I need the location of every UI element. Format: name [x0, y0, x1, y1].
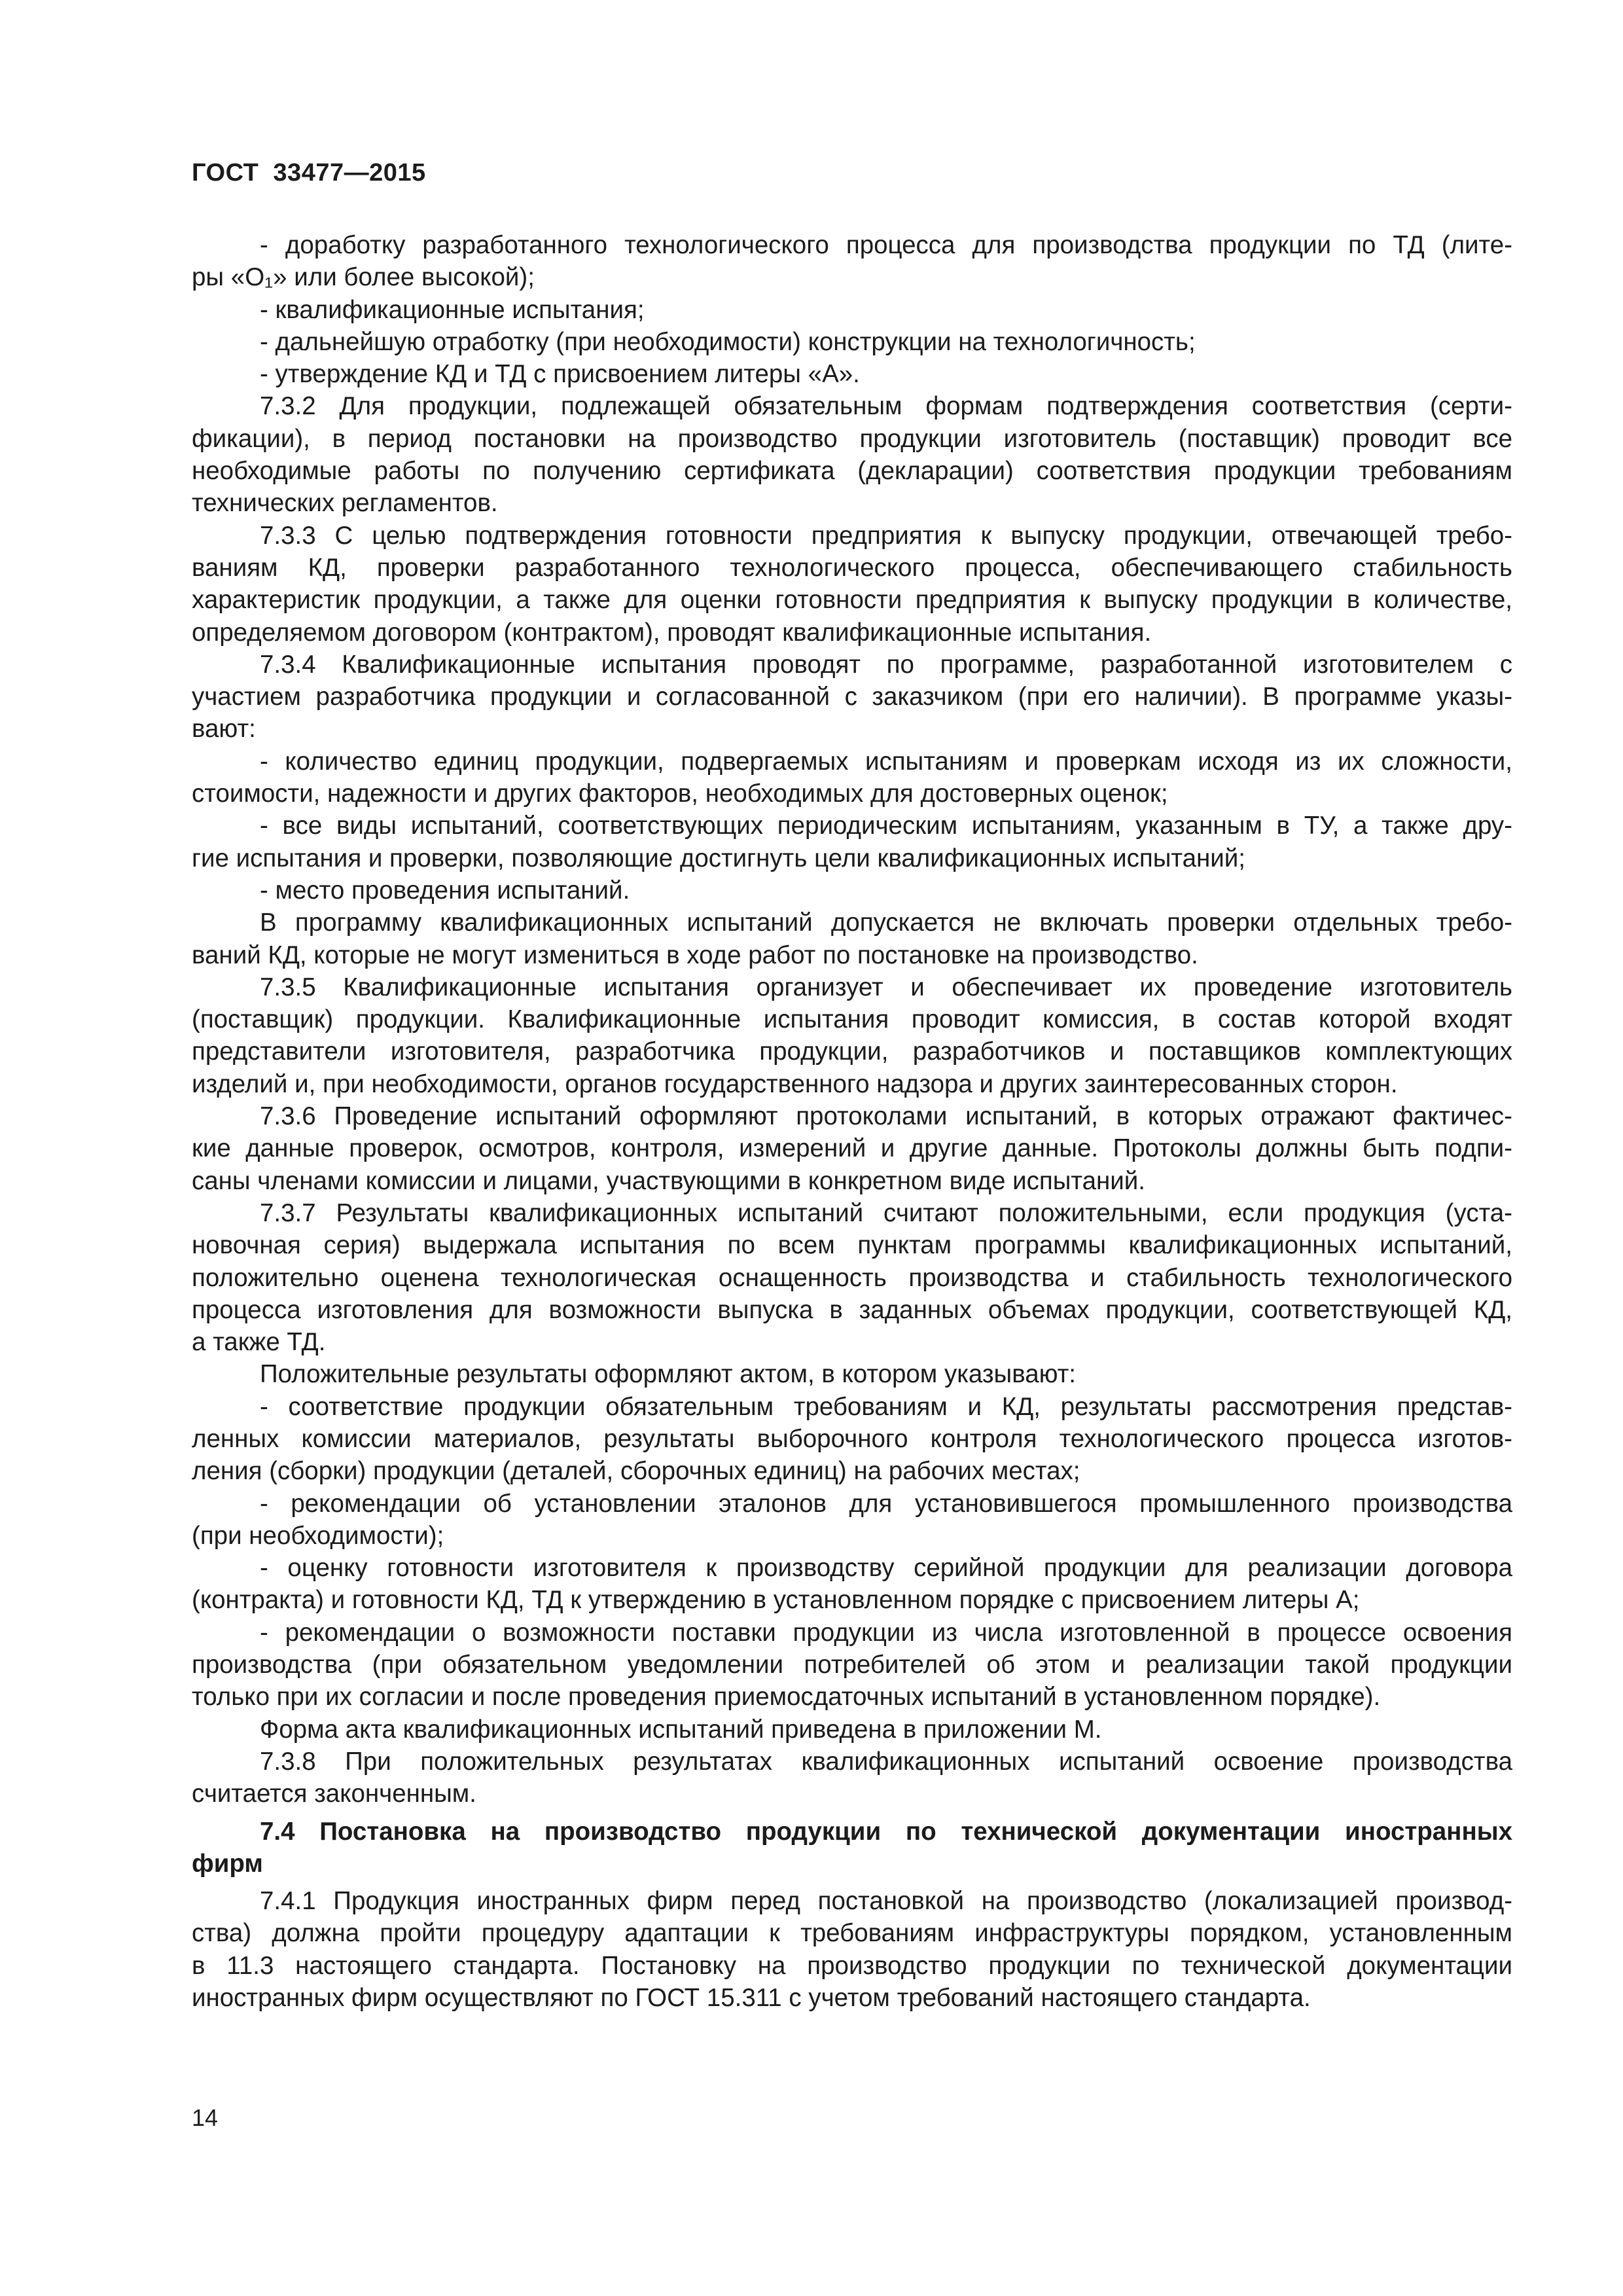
text-line: необходимые работы по получению сертификата (декларации) соответствия продукции требованиям — [192, 457, 1512, 486]
text-line: - доработку разработанного технологического процесса для производства продукции по ТД (лите- — [260, 231, 1512, 259]
text-line: вают: — [192, 715, 256, 744]
text-line: считается законченным. — [192, 1780, 476, 1808]
text-line: В программу квалификационных испытаний допускается не включать проверки отдельных требо- — [260, 908, 1512, 937]
text-line: а также ТД. — [192, 1328, 326, 1357]
text-line: саны членами комиссии и лицами, участвующими в конкретном виде испытаний. — [192, 1166, 1145, 1195]
text-line: в 11.3 настоящего стандарта. Постановку на производство продукции по технической документации — [192, 1951, 1512, 1980]
text-line: Форма акта квалификационных испытаний приведена в приложении М. — [260, 1715, 1102, 1744]
text-line: ленных комиссии материалов, результаты выборочного контроля технологического процесса изготов- — [192, 1424, 1512, 1453]
text-line: (контракта) и готовности КД, ТД к утверждению в установленном порядке с присвоением литеры А; — [192, 1586, 1360, 1615]
text-line: - рекомендации о возможности поставки продукции из числа изготовленной в процессе освоения — [260, 1618, 1512, 1647]
text-line: 7.3.7 Результаты квалификационных испытаний считают положительными, если продукция (уста- — [260, 1198, 1512, 1227]
text-line: ства) должна пройти процедуру адаптации к требованиям инфраструктуры порядком, установленным — [192, 1919, 1512, 1948]
text-line: 7.3.5 Квалификационные испытания организует и обеспечивает их проведение изготовитель — [260, 973, 1512, 1001]
text-line: ваниям КД, проверки разработанного технологического процесса, обеспечивающего стабильность — [192, 553, 1512, 582]
text-line: - количество единиц продукции, подвергаемых испытаниям и проверкам исходя из их сложности, — [260, 747, 1512, 776]
text-line: 7.3.2 Для продукции, подлежащей обязательным формам подтверждения соответствия (серти- — [260, 392, 1512, 421]
text-line: стоимости, надежности и других факторов, необходимых для достоверных оценок; — [192, 780, 1168, 808]
text-line: - квалификационные испытания; — [260, 295, 645, 324]
text-line: фикации), в период постановки на производство продукции изготовитель (поставщик) проводит все — [192, 424, 1512, 453]
text-line: 7.3.4 Квалификационные испытания проводят по программе, разработанной изготовителем с — [260, 650, 1512, 679]
text-line: Положительные результаты оформляют актом, в котором указывают: — [260, 1360, 1077, 1389]
text-line: гие испытания и проверки, позволяющие достигнуть цели квалификационных испытаний; — [192, 844, 1245, 872]
text-line: производства (при обязательном уведомлении потребителей об этом и реализации такой продукции — [192, 1651, 1512, 1679]
paragraph-gap — [192, 1880, 1512, 1885]
page-number: 14 — [192, 2104, 219, 2131]
text-line: - все виды испытаний, соответствующих периодическим испытаниям, указанным в ТУ, а также дру- — [260, 812, 1512, 840]
text-line: иностранных фирм осуществляют по ГОСТ 15.311 с учетом требований настоящего стандарта. — [192, 1984, 1311, 2013]
text-line: определяемом договором (контрактом), проводят квалификационные испытания. — [192, 618, 1152, 647]
document-header: ГОСТ 33477—2015 — [192, 159, 426, 187]
text-line: 7.3.6 Проведение испытаний оформляют протоколами испытаний, в которых отражают фактичес- — [260, 1102, 1512, 1131]
text-line: процесса изготовления для возможности выпуска в заданных объемах продукции, соответствующей КД, — [192, 1295, 1512, 1324]
text-line: - утверждение КД и ТД с присвоением литеры «А». — [260, 360, 860, 389]
text-line: только при их согласии и после проведения приемосдаточных испытаний в установленном порядке). — [192, 1683, 1381, 1712]
text-line: кие данные проверок, осмотров, контроля, измерений и другие данные. Протоколы должны быть подпи- — [192, 1134, 1512, 1163]
text-line: ваний КД, которые не могут измениться в ходе работ по постановке на производство. — [192, 941, 1198, 969]
text-line: новочная серия) выдержала испытания по всем пунктам программы квалификационных испытаний, — [192, 1231, 1512, 1260]
text-line: - место проведения испытаний. — [260, 876, 630, 905]
text-line: изделий и, при необходимости, органов государственного надзора и других заинтересованных сторон. — [192, 1069, 1398, 1098]
text-line: участием разработчика продукции и согласованной с заказчиком (при его наличии). В программе указы- — [192, 683, 1512, 711]
section-heading-line: фирм — [192, 1849, 263, 1878]
text-line: 7.4.1 Продукция иностранных фирм перед постановкой на производство (локализацией производ- — [260, 1887, 1512, 1916]
document-body — [192, 229, 1512, 2014]
text-line: технических регламентов. — [192, 489, 498, 518]
text-line: ры «О₁» или более высокой); — [192, 263, 535, 292]
text-line: ления (сборки) продукции (деталей, сборочных единиц) на рабочих местах; — [192, 1457, 1080, 1486]
text-line: (поставщик) продукции. Квалификационные испытания проводит комиссия, в состав которой входят — [192, 1005, 1512, 1034]
text-line: - соответствие продукции обязательным требованиям и КД, результаты рассмотрения представ- — [260, 1392, 1512, 1421]
paragraph-gap — [192, 1810, 1512, 1816]
text-line: - дальнейшую отработку (при необходимости) конструкции на технологичность; — [260, 327, 1196, 356]
section-heading-line: 7.4 Постановка на производство продукции по технической документации иностранных — [260, 1817, 1512, 1846]
text-line: (при необходимости); — [192, 1521, 444, 1550]
text-line: представители изготовителя, разработчика продукции, разработчиков и поставщиков комплектующих — [192, 1037, 1512, 1066]
text-line: - оценку готовности изготовителя к производству серийной продукции для реализации договора — [260, 1554, 1512, 1583]
text-line: 7.3.3 С целью подтверждения готовности предприятия к выпуску продукции, отвечающей требо- — [260, 521, 1512, 550]
text-line: характеристик продукции, а также для оценки готовности предприятия к выпуску продукции в количестве, — [192, 586, 1512, 615]
text-line: 7.3.8 При положительных результатах квалификационных испытаний освоение производства — [260, 1747, 1512, 1776]
text-line: положительно оценена технологическая оснащенность производства и стабильность технологического — [192, 1263, 1512, 1292]
text-line: - рекомендации об установлении эталонов для установившегося промышленного производства — [260, 1489, 1512, 1518]
